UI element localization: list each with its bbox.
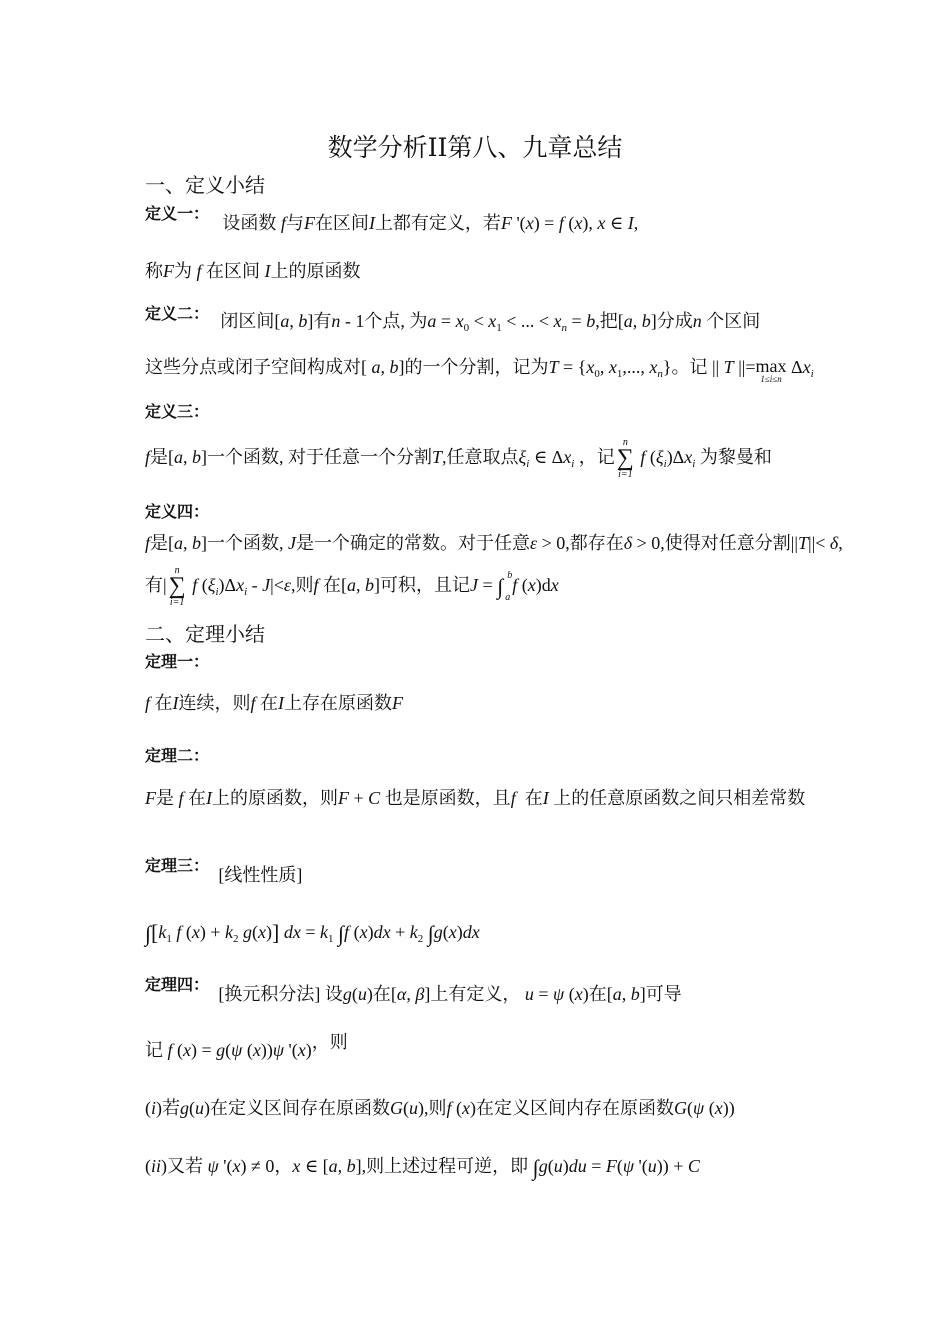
theorem-2-label: 定理二：: [145, 746, 210, 765]
theorem-4-statement: [换元积分法] 设g(u)在[α, β]上有定义， u = ψ (x)在[a, b]可导: [218, 984, 682, 1004]
theorem-2-statement: F是 f 在I上的原函数，则F + C 也是原函数，且f 在I 上的任意原函数之间只相差常数: [145, 788, 806, 808]
definition-2-partition: 这些分点或闭子空间构成对[ a, b]的一个分割，记为$T = \{x_0$, $x_1$,..., $x_n$}。记 || T ||=max 1≤i≤n $\Delta x_i$: [145, 356, 814, 384]
definitions-heading: 一、定义小结: [145, 173, 265, 197]
theorem-3-formula: $\int[k_1$ f $(x) + k_2$ g(x)] dx = $k_1$ ∫f $(x)dx + k_2$ ∫g(x)dx: [145, 920, 480, 946]
theorems-heading: 二、定理小结: [145, 622, 265, 646]
theorem-4-part-i: (i)若g(u)在定义区间存在原函数G(u),则f (x)在定义区间内存在原函数G(ψ (x)): [145, 1098, 735, 1118]
theorem-4-label: 定理四：: [145, 975, 210, 994]
theorem-1-label: 定理一：: [145, 652, 210, 671]
theorem-3-label: 定理三：: [145, 856, 210, 875]
definition-1-continued: 称F为 f 在区间 I上的原函数: [145, 261, 361, 281]
definition-4-integral: 有| n ∑ i=1 f $(\xi_i)\Delta x_i - J|<\varepsilon$,则f 在[a, b]可积，且记J = ∫ b a f (x)dx: [145, 565, 559, 608]
definition-4-statement: f是[a, b]一个函数, J是一个确定的常数。对于任意ε > 0,都存在δ > 0,使得对任意分割||T||< δ,: [145, 533, 843, 553]
page-title: 数学分析II第八、九章总结: [327, 133, 623, 162]
theorem-1-statement: f 在I连续，则f 在I上存在原函数F: [145, 693, 404, 713]
theorem-4-part-ii: (ii)又若 ψ '(x) ≠ 0，x ∈ [a, b],则上述过程可逆，即 ∫g(u)du = F(ψ '(u)) + C: [145, 1155, 700, 1180]
definition-1: [145, 203, 639, 233]
theorem-4: [145, 974, 682, 1004]
definition-2-label: 定义二：: [145, 304, 210, 323]
definition-2: [145, 303, 761, 334]
definition-4-label: 定义四：: [145, 502, 210, 521]
definition-3-statement: f是[a, b]一个函数, 对于任意一个分割T,任意取点$\xi_i$ ∈ $\Delta x_i$ ，记 n ∑ i=1 f $(\xi_i)\Delta x_i$ 为黎曼和: [145, 437, 772, 480]
theorem-3: [145, 855, 303, 885]
definition-1-label: 定义一：: [145, 204, 210, 223]
theorem-3-note: [线性性质]: [218, 865, 303, 885]
definition-2-statement: 闭区间[a, b]有n - 1个点, 为$a = x_0 < x_1$ < ... < $x_n = b$,把[a, b]分成n 个区间: [220, 311, 761, 334]
definition-1-statement: 设函数 f与F在区间I上都有定义，若F '(x) = f (x), x ∈ I,: [222, 213, 639, 233]
theorem-4-substitution: 记 f (x) = g(ψ (x))ψ '(x)，则: [145, 1032, 348, 1060]
definition-3-label: 定义三：: [145, 402, 210, 421]
